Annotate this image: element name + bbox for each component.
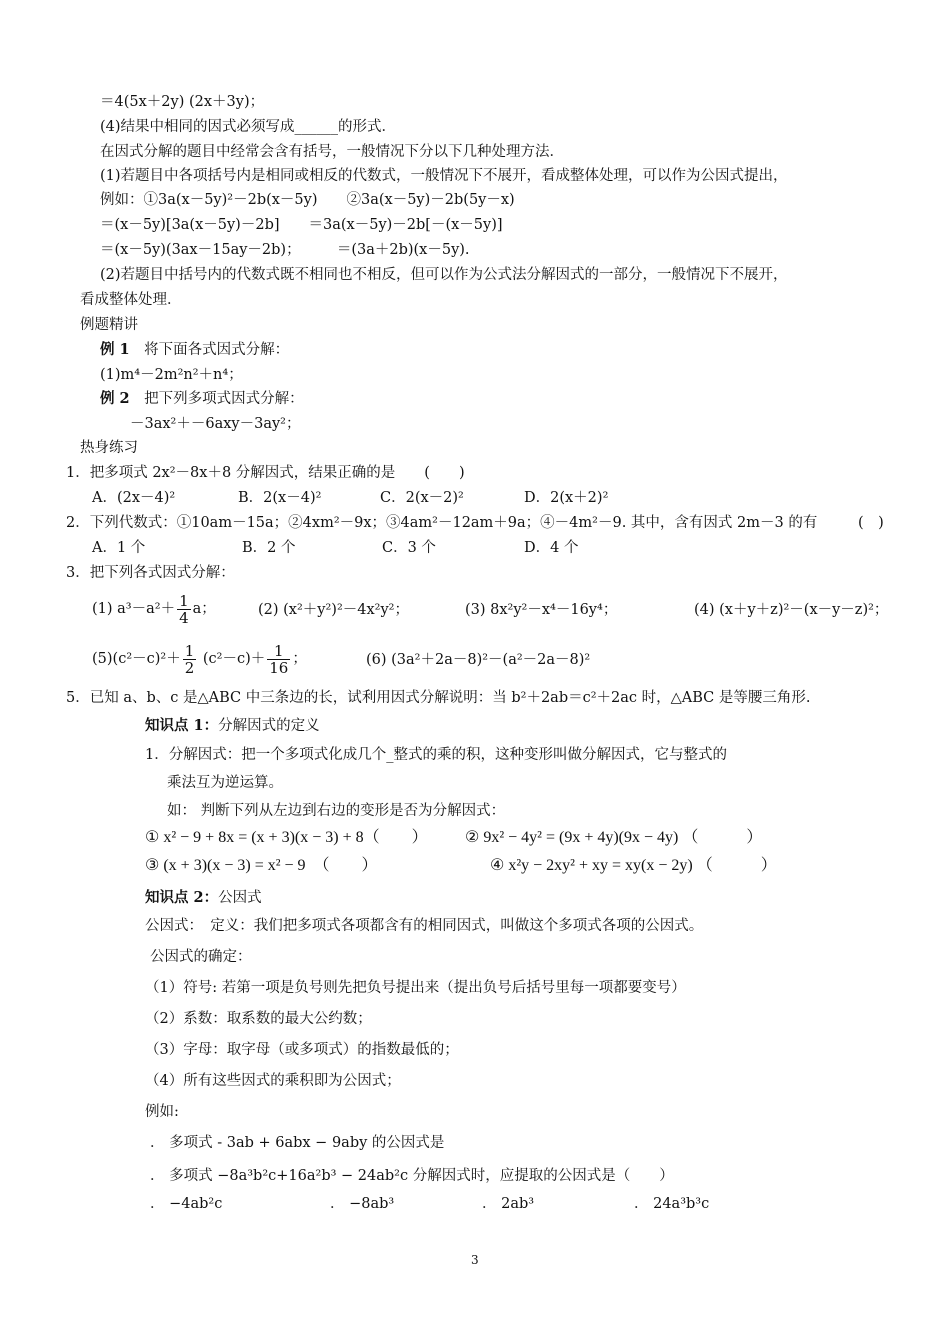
text-line: 1．分解因式：把一个多项式化成几个_整式的乘的积，这种变形叫做分解因式，它与整式的 (145, 747, 727, 763)
text-line: (1)若题目中各项括号内是相同或相反的代数式，一般情况下不展开，看成整体处理，可以作为公因式提出， (100, 168, 788, 184)
q3-item-1 (92, 590, 216, 628)
page-number: 3 (471, 1253, 479, 1267)
text-line: 乘法互为逆运算。 (167, 775, 283, 791)
rule-line: （1）符号: 若第一项是负号则先把负号提出来（提出负号后括号里每一项都要变号） (145, 980, 686, 996)
knowledge-2-title (145, 888, 262, 908)
example-label: 例 1 (100, 341, 130, 358)
example-2 (100, 389, 304, 409)
option-a: A．1 个 (92, 540, 146, 556)
judge-item-2: ② 9x² − 4y² = (9x + 4y)(9x − 4y) （ ） (465, 829, 763, 846)
knowledge-1-title (145, 716, 320, 736)
option-d: D．4 个 (524, 540, 579, 556)
text-line: (4)结果中相同的因式必须写成______的形式． (100, 119, 397, 135)
text-line: 在因式分解的题目中经常会含有括号，一般情况下分以下几种处理方法． (100, 144, 564, 160)
expr: ； (292, 651, 307, 667)
text-line: (1)m⁴－2m²n²＋n⁴； (100, 367, 243, 383)
q3-item-4: (4) (x＋y＋z)²－(x－y－z)²； (694, 602, 889, 618)
text-line: ＝4(5x＋2y) (2x＋3y)； (100, 94, 265, 110)
expr: (c²－c)＋ (202, 651, 266, 667)
numerator: 1 (184, 641, 195, 660)
section-heading: 例题精讲 (80, 317, 138, 333)
question-1: 1．把多项式 2x²－8x＋8 分解因式，结果正确的是 ( ) (66, 465, 465, 481)
option-b: ． −8ab³ (330, 1196, 395, 1212)
text-line: 如： 判断下列从左边到右边的变形是否为分解因式： (167, 803, 506, 819)
text-line: 例如：①3a(x－5y)²－2b(x－5y) ②3a(x－5y)－2b(5y－x) (100, 192, 515, 208)
text-line: 例如: (145, 1104, 179, 1120)
judge-item-1: ① x² − 9 + 8x = (x + 3)(x − 3) + 8（ ） (145, 829, 428, 846)
example-label: 例 2 (100, 390, 130, 407)
expr: (5)(c²－c)²＋ (92, 651, 181, 667)
answer-paren: ( ) (858, 515, 884, 531)
rule-line: （4）所有这些因式的乘积即为公因式； (145, 1073, 401, 1089)
text-line: ． 多项式 −8a³b²c+16a²b³ − 24ab²c 分解因式时，应提取的公因式是（ ） (150, 1168, 674, 1184)
q3-item-2: (2) (x²＋y²)²－4x²y²； (258, 602, 409, 618)
rule-line: （2）系数：取系数的最大公约数； (145, 1011, 372, 1027)
text-line: ． 多项式 - 3ab + 6abx − 9aby 的公因式是 (150, 1135, 445, 1151)
text-line: ＝(x－5y)(3ax－15ay－2b)； ＝(3a＋2b)(x－5y). (100, 242, 470, 258)
fraction (267, 643, 290, 676)
q3-item-5 (92, 640, 307, 678)
example-text: 把下列多项式因式分解： (129, 391, 304, 407)
example-text: 将下面各式因式分解： (129, 342, 290, 358)
text-line: 看成整体处理． (80, 292, 182, 308)
option-a: ． −4ab²c (150, 1196, 223, 1212)
fraction (183, 643, 197, 676)
expr: a； (192, 601, 216, 617)
denominator: 4 (179, 608, 189, 627)
text-line: 公因式： 定义：我们把多项式各项都含有的相同因式，叫做这个多项式各项的公因式。 (145, 918, 704, 934)
fraction (177, 593, 191, 626)
knowledge-title: 分解因式的定义 (218, 718, 320, 734)
option-b: B．2(x－4)² (238, 490, 322, 506)
option-c: C．2(x－2)² (380, 490, 464, 506)
option-d: D．2(x＋2)² (524, 490, 609, 506)
knowledge-label: 知识点 1： (145, 717, 219, 734)
question-5: 5．已知 a、b、c 是△ABC 中三条边的长，试利用因式分解说明：当 b²＋2ab＝c²＋2ac 时，△ABC 是等腰三角形. (66, 690, 811, 706)
knowledge-label: 知识点 2： (145, 889, 219, 906)
option-d: ． 24a³b³c (634, 1196, 710, 1212)
question-3: 3．把下列各式因式分解： (66, 565, 235, 581)
rule-line: （3）字母：取字母（或多项式）的指数最低的； (145, 1042, 459, 1058)
option-b: B．2 个 (242, 540, 296, 556)
judge-item-3: ③ (x + 3)(x − 3) = x² − 9 （ ） (145, 857, 378, 874)
text-line: ＝(x－5y)[3a(x－5y)－2b] ＝3a(x－5y)－2b[－(x－5y)] (100, 217, 503, 233)
denominator: 2 (184, 658, 195, 677)
q3-item-6: (6) (3a²＋2a－8)²－(a²－2a－8)² (366, 652, 591, 668)
numerator: 1 (179, 591, 189, 610)
judge-item-4: ④ x²y − 2xy² + xy = xy(x − 2y) （ ） (490, 857, 777, 874)
expr: (1) a³－a²＋ (92, 601, 176, 617)
example-1 (100, 340, 289, 360)
knowledge-title: 公因式 (218, 890, 262, 906)
text-line: (2)若题目中括号内的代数式既不相同也不相反，但可以作为公式法分解因式的一部分，一般情况下不展开， (100, 267, 788, 283)
denominator: 16 (269, 658, 289, 677)
question-2: 2．下列代数式：①10am－15a；②4xm²－9x；③4am²－12am＋9a；④－4m²－9. 其中，含有因式 2m－3 的有 (66, 515, 818, 531)
option-c: C．3 个 (382, 540, 436, 556)
numerator: 1 (267, 643, 290, 660)
option-a: A．(2x－4)² (92, 490, 176, 506)
text-line: 公因式的确定： (150, 949, 252, 965)
section-heading: 热身练习 (80, 440, 138, 456)
text-line: －3ax²＋－6axy－3ay²； (130, 416, 301, 432)
option-c: ． 2ab³ (482, 1196, 535, 1212)
q3-item-3: (3) 8x²y²－x⁴－16y⁴； (465, 602, 618, 618)
